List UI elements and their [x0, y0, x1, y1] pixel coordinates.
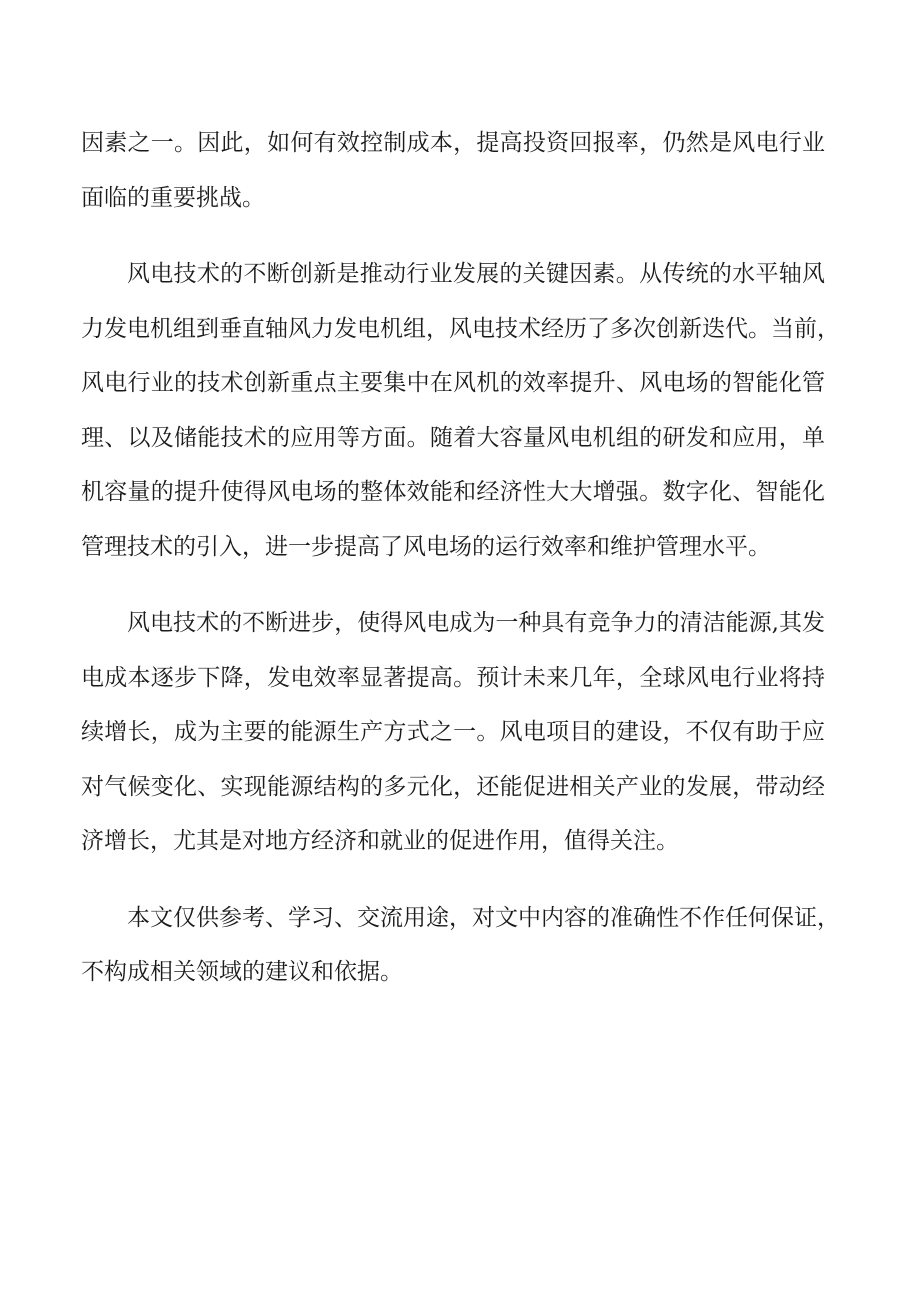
paragraph-3-line-3: 续增长，成为主要的能源生产方式之一。风电项目的建设，不仅有助于应	[81, 719, 825, 745]
paragraph-3-line-1: 风电技术的不断进步，使得风电成为一种具有竞争力的清洁能源,其发	[127, 610, 825, 636]
paragraph-2-line-2: 力发电机组到垂直轴风力发电机组，风电技术经历了多次创新迭代。当前，	[81, 315, 840, 342]
disclaimer-line-2: 不构成相关领域的建议和依据。	[81, 959, 403, 985]
paragraph-2-line-4: 理、以及储能技术的应用等方面。随着大容量风电机组的研发和应用，单	[81, 424, 825, 451]
paragraph-3-line-5: 济增长，尤其是对地方经济和就业的促进作用，值得关注。	[81, 828, 679, 854]
document-body	[81, 116, 840, 1000]
paragraph-1-line-2: 面临的重要挑战。	[81, 184, 265, 211]
disclaimer-line-1: 本文仅供参考、学习、交流用途，对文中内容的准确性不作任何保证，	[127, 904, 840, 931]
paragraph-2-line-3: 风电行业的技术创新重点主要集中在风机的效率提升、风电场的智能化管	[81, 370, 825, 396]
paragraph-3-line-4: 对气候变化、实现能源结构的多元化，还能促进相关产业的发展，带动经	[81, 773, 825, 800]
paragraph-1-line-1: 因素之一。因此，如何有效控制成本，提高投资回报率，仍然是风电行业	[81, 130, 825, 156]
paragraph-spacer	[81, 225, 825, 247]
paragraph-spacer	[81, 869, 825, 891]
paragraph-2-line-6: 管理技术的引入，进一步提高了风电场的运行效率和维护管理水平。	[81, 533, 771, 560]
paragraph-2-line-1: 风电技术的不断创新是推动行业发展的关键因素。从传统的水平轴风	[127, 261, 825, 287]
paragraph-3-line-2: 电成本逐步下降，发电效率显著提高。预计未来几年，全球风电行业将持	[81, 664, 825, 691]
paragraph-spacer	[81, 574, 825, 596]
paragraph-2-line-5: 机容量的提升使得风电场的整体效能和经济性大大增强。数字化、智能化	[81, 479, 825, 505]
